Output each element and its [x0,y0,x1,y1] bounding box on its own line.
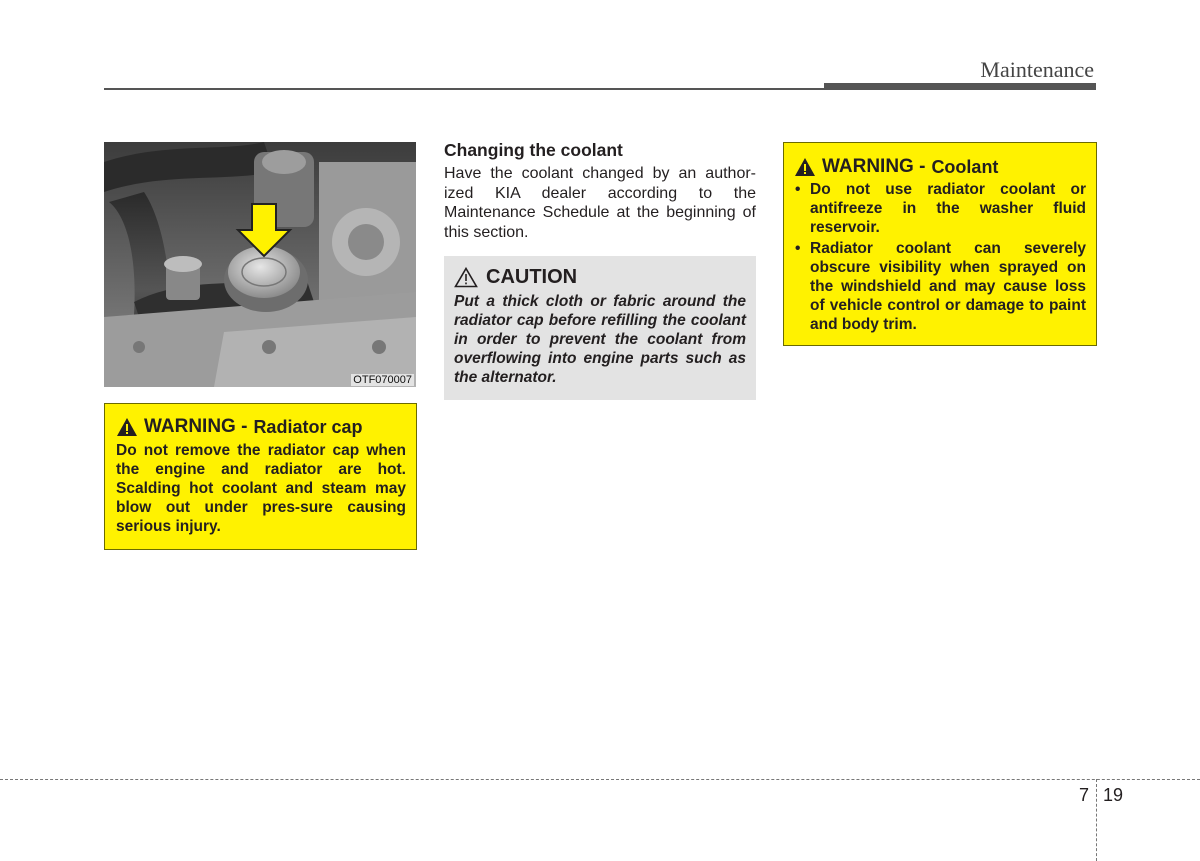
caution-text: Put a thick cloth or fabric around the radiator cap before refilling the coolant in order to prevent the coolant from overflowing into engine parts such as the alternator. [454,293,746,386]
caution-box [444,256,756,400]
warning-radiator-label: WARNING - [144,416,248,437]
figure-code: OTF070007 [353,374,412,386]
list-item-text: Do not use radiator coolant or antifreeze in the washer fluid reservoir. [810,181,1086,236]
page-chapter: 7 [1079,785,1090,805]
warning-coolant-title [794,156,1086,178]
warning-coolant-subject: Coolant [931,156,999,177]
caution-label: CAUTION [486,266,578,288]
warning-radiator-cap [104,403,417,550]
radiator-cap-illustration [104,142,416,387]
warning-icon [116,417,138,437]
warning-radiator-text: Do not remove the radiator cap when the engine and radiator are hot. Scalding hot coolant and steam may blow out under pres-sure causing serious injury. [116,442,406,535]
warning-coolant-list [794,180,1086,334]
header-rule [104,88,826,90]
section-heading: Changing the coolant [444,140,623,160]
page-number: 19 [1103,785,1124,805]
footer-rule [0,779,1200,780]
warning-radiator-subject: Radiator cap [253,416,363,437]
header-rule-accent [824,83,1096,90]
warning-radiator-title [116,416,406,438]
warning-coolant [783,142,1097,346]
list-item [794,239,1086,334]
section-body: Have the coolant changed by an author-ized KIA dealer according to the Maintenance Schedule at the beginning of this section. [444,165,756,241]
bullet: • [795,181,801,198]
list-item-text: Radiator coolant can severely obscure visibility when sprayed on the windshield and may cause loss of vehicle control or damage to paint and body trim. [810,240,1086,333]
header-title: Maintenance [980,57,1094,82]
warning-coolant-label: WARNING - [822,156,926,177]
footer-divider [1096,779,1097,861]
caution-icon [454,267,478,288]
list-item [794,180,1086,237]
bullet: • [795,240,801,257]
caution-title [454,266,746,289]
warning-icon [794,157,816,177]
engine-photo [104,142,416,387]
